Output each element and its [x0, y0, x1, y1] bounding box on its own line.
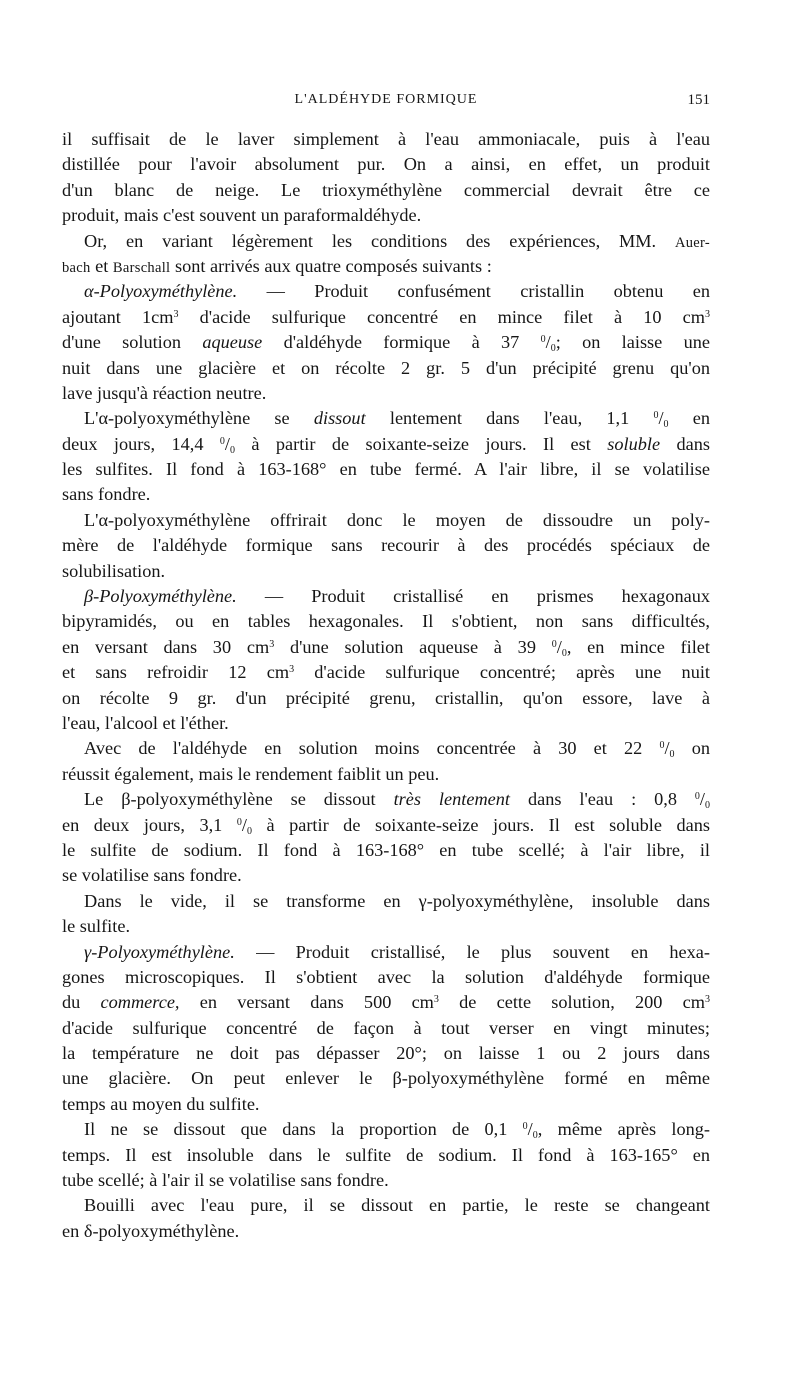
percent-sup: 0 [551, 638, 557, 650]
text-line [62, 406, 710, 431]
page-number: 151 [687, 92, 710, 108]
text-line [62, 279, 710, 304]
text-line: produit, mais c'est souvent un paraformaldéhyde. [62, 205, 422, 226]
percent-sup: 0 [659, 740, 665, 752]
text-run: dans [660, 433, 710, 454]
text-run: L'α-polyoxyméthylène se [84, 408, 314, 429]
text-line: mère de l'aldéhyde formique sans recourir à des procédés spéciaux de [62, 535, 710, 556]
superscript: 3 [289, 664, 295, 676]
text-line: on récolte 9 gr. d'un précipité grenu, cristallin, qu'on essore, lave à [62, 687, 710, 708]
text-run: — Produit cristallisé en prismes hexagonaux [236, 586, 710, 607]
paragraph [62, 406, 710, 508]
text-run: — Produit confusément cristallin obtenu en [237, 281, 710, 302]
text-run: , même après long- [537, 1119, 711, 1140]
text-run: sont arrivés aux quatre composés suivants : [170, 255, 492, 276]
text-line: solubilisation. [62, 560, 166, 581]
text-line: temps. Il est insoluble dans le sulfite de sodium. Il fond à 163-165° en [62, 1144, 710, 1165]
text-line [62, 990, 710, 1015]
text-line [62, 330, 710, 355]
paragraph [62, 736, 710, 787]
text-run: et [90, 255, 113, 276]
text-line [62, 229, 710, 254]
percent-sub: 0 [705, 800, 710, 812]
percent-sup: 0 [219, 435, 225, 447]
text-line: le sulfite de sodium. Il fond à 163-168° en tube scellé; à l'air libre, il [62, 839, 710, 860]
text-line: gones microscopiques. Il s'obtient avec la solution d'aldéhyde formique [62, 966, 710, 987]
text-line: nuit dans une glacière et on récolte 2 gr. 5 d'un précipité grenu qu'on [62, 357, 710, 378]
percent-sub: 0 [550, 343, 556, 355]
percent-slash: / [664, 738, 670, 759]
percent-slash: / [699, 789, 705, 810]
text-run: Or, en variant légèrement les conditions des expériences, MM. [84, 230, 675, 251]
emphasis: soluble [607, 433, 661, 454]
text-line [62, 254, 710, 279]
text-line: l'eau, l'alcool et l'éther. [62, 712, 229, 733]
paragraph [62, 1117, 710, 1193]
percent-sub: 0 [229, 444, 235, 456]
text-line: d'acide sulfurique concentré de façon à tout verser en vingt minutes; [62, 1017, 710, 1038]
text-line [62, 940, 710, 965]
text-line: réussit également, mais le rendement faiblit un peu. [62, 763, 440, 784]
paragraph [62, 508, 710, 584]
percent-sup: 0 [236, 816, 242, 828]
percent-slash: / [545, 332, 551, 353]
text-line: bipyramidés, ou en tables hexagonales. Il s'obtient, non sans difficultés, [62, 611, 710, 632]
text-run: et sans refroidir 12 cm [62, 662, 290, 683]
section-heading: β-Polyoxyméthylène. [84, 586, 237, 607]
text-line: d'un blanc de neige. Le trioxyméthylène commercial devrait être ce [62, 179, 710, 200]
section-heading: γ-Polyoxyméthylène. [84, 941, 235, 962]
page-header [62, 92, 710, 114]
author-name: bach [62, 259, 91, 276]
text-line: les sulfites. Il fond à 163-168° en tube fermé. A l'air libre, il se volatilise [62, 459, 710, 480]
percent-sub: 0 [532, 1130, 538, 1142]
text-run: en versant dans 30 cm [62, 636, 270, 657]
text-run: Le β-polyoxyméthylène se dissout [84, 789, 394, 810]
text-run: dans l'eau : 0,8 [510, 789, 695, 810]
text-line [62, 1117, 710, 1142]
text-line: en δ-polyoxyméthylène. [62, 1220, 240, 1241]
text-run: en deux jours, 3,1 [62, 814, 237, 835]
paragraph [62, 279, 710, 406]
text-line: temps au moyen du sulfite. [62, 1093, 260, 1114]
superscript: 3 [433, 994, 439, 1006]
percent-sup: 0 [540, 334, 546, 346]
text-run: d'aldéhyde formique à 37 [262, 332, 541, 353]
text-run: deux jours, 14,4 [62, 433, 220, 454]
text-run: d'acide sulfurique concentré; après une nuit [294, 662, 710, 683]
percent-slash: / [658, 408, 664, 429]
text-run: d'acide sulfurique concentré en mince filet à 10 cm [178, 306, 705, 327]
text-line: Bouilli avec l'eau pure, il se dissout en partie, le reste se changeant [84, 1195, 710, 1216]
text-run: — Produit cristallisé, le plus souvent en hexa- [234, 941, 710, 962]
text-run: en versant dans 500 cm [179, 992, 434, 1013]
text-run: , en mince filet [566, 636, 710, 657]
text-line: Dans le vide, il se transforme en γ-polyoxyméthylène, insoluble dans [84, 890, 710, 911]
paragraph [62, 940, 710, 1118]
text-line: tube scellé; à l'air il se volatilise sans fondre. [62, 1170, 389, 1191]
text-run: lentement dans l'eau, 1,1 [365, 408, 654, 429]
text-line [62, 635, 710, 660]
text-line: une glacière. On peut enlever le β-polyoxyméthylène formé en même [62, 1068, 710, 1089]
paragraph [62, 889, 710, 940]
text-run: on [674, 738, 710, 759]
text-line [62, 813, 710, 838]
text-run: de cette solution, 200 cm [438, 992, 705, 1013]
percent-sup: 0 [653, 410, 659, 422]
text-run: du [62, 992, 101, 1013]
text-line: il suffisait de le laver simplement à l'eau ammoniacale, puis à l'eau [62, 129, 710, 149]
text-line: se volatilise sans fondre. [62, 865, 242, 886]
section-heading: α-Polyoxyméthylène. [84, 281, 238, 302]
paragraph [62, 127, 710, 229]
body-text [62, 127, 710, 1244]
emphasis: commerce, [100, 992, 180, 1013]
text-run: ; on laisse une [555, 332, 710, 353]
superscript: 3 [173, 308, 179, 320]
percent-slash: / [556, 636, 562, 657]
text-run: d'une solution aqueuse à 39 [274, 636, 552, 657]
text-run: à partir de soixante-seize jours. Il est [234, 433, 608, 454]
text-run: à partir de soixante-seize jours. Il est soluble dans [251, 814, 711, 835]
author-name: Auer- [674, 234, 710, 251]
paragraph [62, 229, 710, 280]
emphasis: dissout [313, 408, 366, 429]
percent-sup: 0 [522, 1121, 528, 1133]
text-line [62, 305, 710, 330]
text-line [62, 584, 710, 609]
percent-sub: 0 [561, 647, 567, 659]
text-line [62, 736, 710, 761]
text-run: Avec de l'aldéhyde en solution moins concentrée à 30 et 22 [84, 738, 660, 759]
text-line: lave jusqu'à réaction neutre. [62, 382, 267, 403]
emphasis: aqueuse [202, 332, 263, 353]
paragraph [62, 787, 710, 889]
text-run: Il ne se dissout que dans la proportion de 0,1 [84, 1119, 523, 1140]
percent-sub: 0 [663, 419, 669, 431]
text-line: L'α-polyoxyméthylène offrirait donc le moyen de dissoudre un poly- [84, 509, 710, 530]
superscript: 3 [704, 994, 710, 1006]
superscript: 3 [705, 308, 710, 320]
paragraph [62, 584, 710, 736]
text-line [62, 660, 710, 685]
paragraph [62, 1193, 710, 1244]
text-line [62, 787, 710, 812]
author-name: Barschall [112, 259, 171, 276]
text-line: le sulfite. [62, 916, 131, 937]
emphasis: très lentement [393, 789, 510, 810]
percent-slash: / [527, 1119, 533, 1140]
percent-sub: 0 [246, 825, 252, 837]
text-run: ajoutant 1cm [62, 306, 174, 327]
percent-sub: 0 [669, 749, 675, 761]
text-line: la température ne doit pas dépasser 20°; on laisse 1 ou 2 jours dans [62, 1043, 710, 1064]
text-run: en [668, 408, 711, 429]
superscript: 3 [269, 638, 275, 650]
percent-sup: 0 [694, 791, 700, 803]
text-run: d'une solution [62, 332, 203, 353]
text-line [62, 432, 710, 457]
percent-slash: / [224, 433, 230, 454]
running-title: L'ALDÉHYDE FORMIQUE [294, 92, 478, 107]
text-line: distillée pour l'avoir absolument pur. On a ainsi, en effet, un produit [62, 154, 710, 175]
percent-slash: / [241, 814, 247, 835]
text-line: sans fondre. [62, 484, 151, 505]
